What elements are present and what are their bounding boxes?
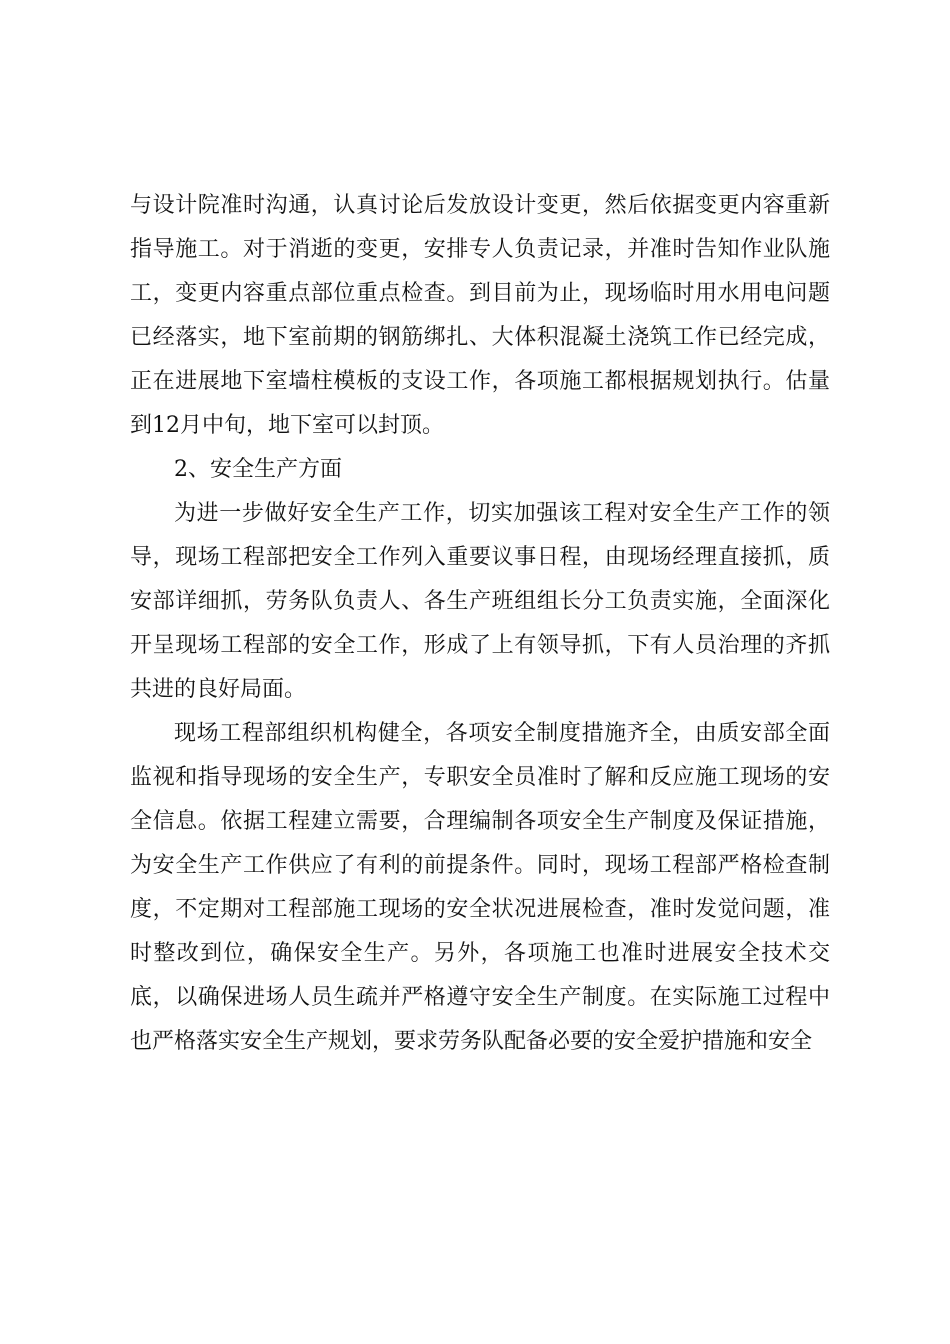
paragraph-safety-organization: 现场工程部组织机构健全，各项安全制度措施齐全，由质安部全面监视和指导现场的安全生产，专职安全员准时了解和反应施工现场的安全信息。依据工程建立需要，合理编制各项安全生产制度及保证措施，为安全生产工作供应了有利的前提条件。同时，现场工程部严格检查制度，不定期对工程部施工现场的安全状况进展检查，准时发觉问题，准时整改到位，确保安全生产。另外，各项施工也准时进展安全技术交底，以确保进场人员生疏并严格遵守安全生产制度。在实际施工过程中也严格落实安全生产规划，要求劳务队配备必要的安全爱护措施和安全: [130, 721, 830, 1054]
section-heading-safety: 2、安全生产方面: [174, 457, 342, 482]
document-body: [130, 184, 830, 1064]
paragraph-continued: 与设计院准时沟通，认真讨论后发放设计变更，然后依据变更内容重新指导施工。对于消逝的变更，安排专人负责记录，并准时告知作业队施工，变更内容重点部位重点检查。到目前为止，现场临时用水用电问题已经落实，地下室前期的钢筋绑扎、大体积混凝土浇筑工作已经完成，正在进展地下室墙柱模板的支设工作，各项施工都根据规划执行。估量到12月中旬，地下室可以封顶。: [130, 193, 830, 438]
paragraph-safety-leadership: 为进一步做好安全生产工作，切实加强该工程对安全生产工作的领导，现场工程部把安全工作列入重要议事日程，由现场经理直接抓，质安部详细抓，劳务队负责人、各生产班组组长分工负责实施，全面深化开呈现场工程部的安全工作，形成了上有领导抓，下有人员治理的齐抓共进的良好局面。: [130, 501, 830, 702]
